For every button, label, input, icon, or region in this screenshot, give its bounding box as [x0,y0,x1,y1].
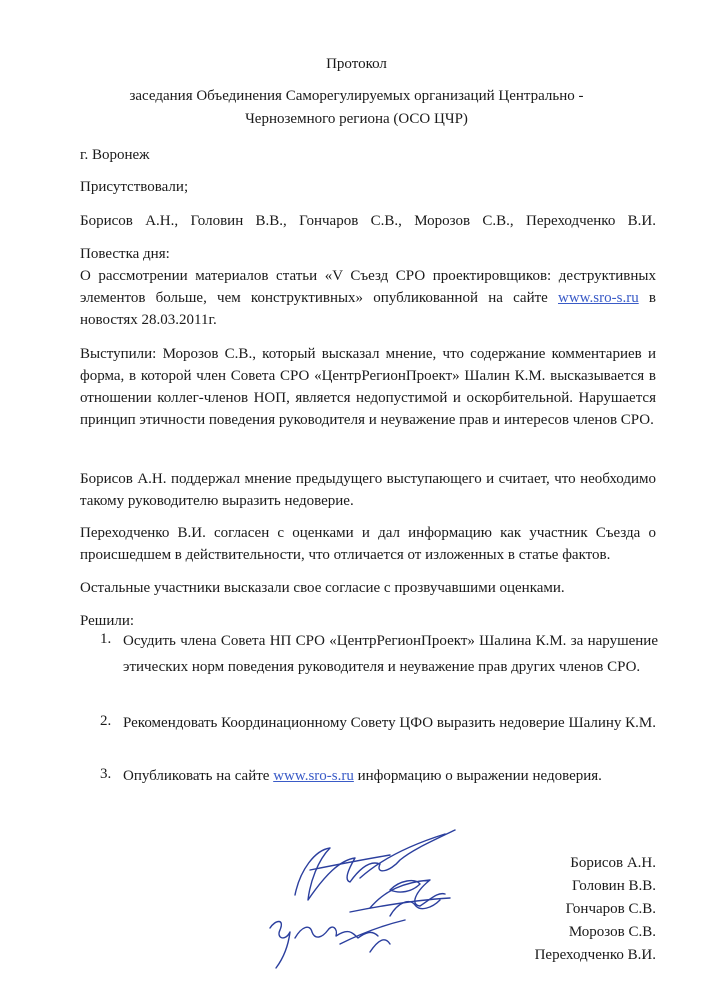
decision-3-start: Опубликовать на сайте [123,768,270,784]
decision-1-number: 1. [100,631,112,647]
document-subtitle-line-1: заседания Объединения Саморегулируемых организаций Центрально - [129,88,584,104]
present-list [80,212,656,230]
city: г. Воронеж [80,147,150,163]
speech-others: Остальные участники высказали свое согласие с прозвучавшими оценками. [80,580,565,596]
document-subtitle-line-2: Черноземного региона (ОСО ЦЧР) [245,111,468,127]
signatory-4: Морозов С.В. [568,924,656,940]
decision-3-number: 3. [100,766,112,782]
agenda-line-2 [80,287,656,309]
signatory-2: Головин В.В. [571,878,656,894]
agenda-line-2-start: элементов больше, чем конструктивных» опубликованной на сайте [80,290,548,306]
signatory-5: Переходченко В.И. [534,947,656,963]
decision-2-number: 2. [100,713,112,729]
decision-1-text: Осудить члена Совета НП СРО «ЦентрРегионПроект» Шалина К.М. за нарушение этических норм поведения руководителя и неуважение прав других членов СРО. [123,633,658,675]
handwritten-signatures [240,820,490,985]
decision-3-site-link[interactable]: www.sro-s.ru [273,768,354,784]
agenda-text [80,265,656,331]
agenda-site-link[interactable]: www.sro-s.ru [558,290,639,306]
agenda-label: Повестка дня: [80,246,170,262]
document-title: Протокол [326,56,387,72]
speech-morozov: Выступили: Морозов С.В., который высказал мнение, что содержание комментариев и форма, в которой член Совета СРО «ЦентрРегионПроект» Шалин К.М. высказывается в отношении коллег-членов НОП, является недопустимой и оскорбительной. Нарушается принцип этичности поведения руководителя и неуважение прав и интересов членов СРО. [80,346,656,428]
agenda-line-1: О рассмотрении материалов статьи «V Съезд СРО проектировщиков: деструктивных [80,268,656,284]
signatory-3: Гончаров С.В. [565,901,656,917]
speech-perekhodchenko: Переходченко В.И. согласен с оценками и дал информацию как участник Съезда о происшедшем в действительности, что отличается от изложенных в статье фактов. [80,525,656,563]
decision-3-end: информацию о выражении недоверия. [357,768,602,784]
decision-2-text: Рекомендовать Координационному Совету ЦФО выразить недоверие Шалину К.М. [123,715,657,731]
agenda-line-2-end: в [648,290,656,306]
signatory-1: Борисов А.Н. [570,855,656,871]
agenda-line-3: новостях 28.03.2011г. [80,312,217,328]
present-label: Присутствовали; [80,179,189,195]
speech-borisov: Борисов А.Н. поддержал мнение предыдущего выступающего и считает, что необходимо такому руководителю выразить недоверие. [80,471,656,509]
decided-label: Решили: [80,613,135,629]
decision-3-text [123,763,658,789]
present-list-text: Борисов А.Н., Головин В.В., Гончаров С.В., Морозов С.В., Переходченко В.И. [80,213,656,229]
